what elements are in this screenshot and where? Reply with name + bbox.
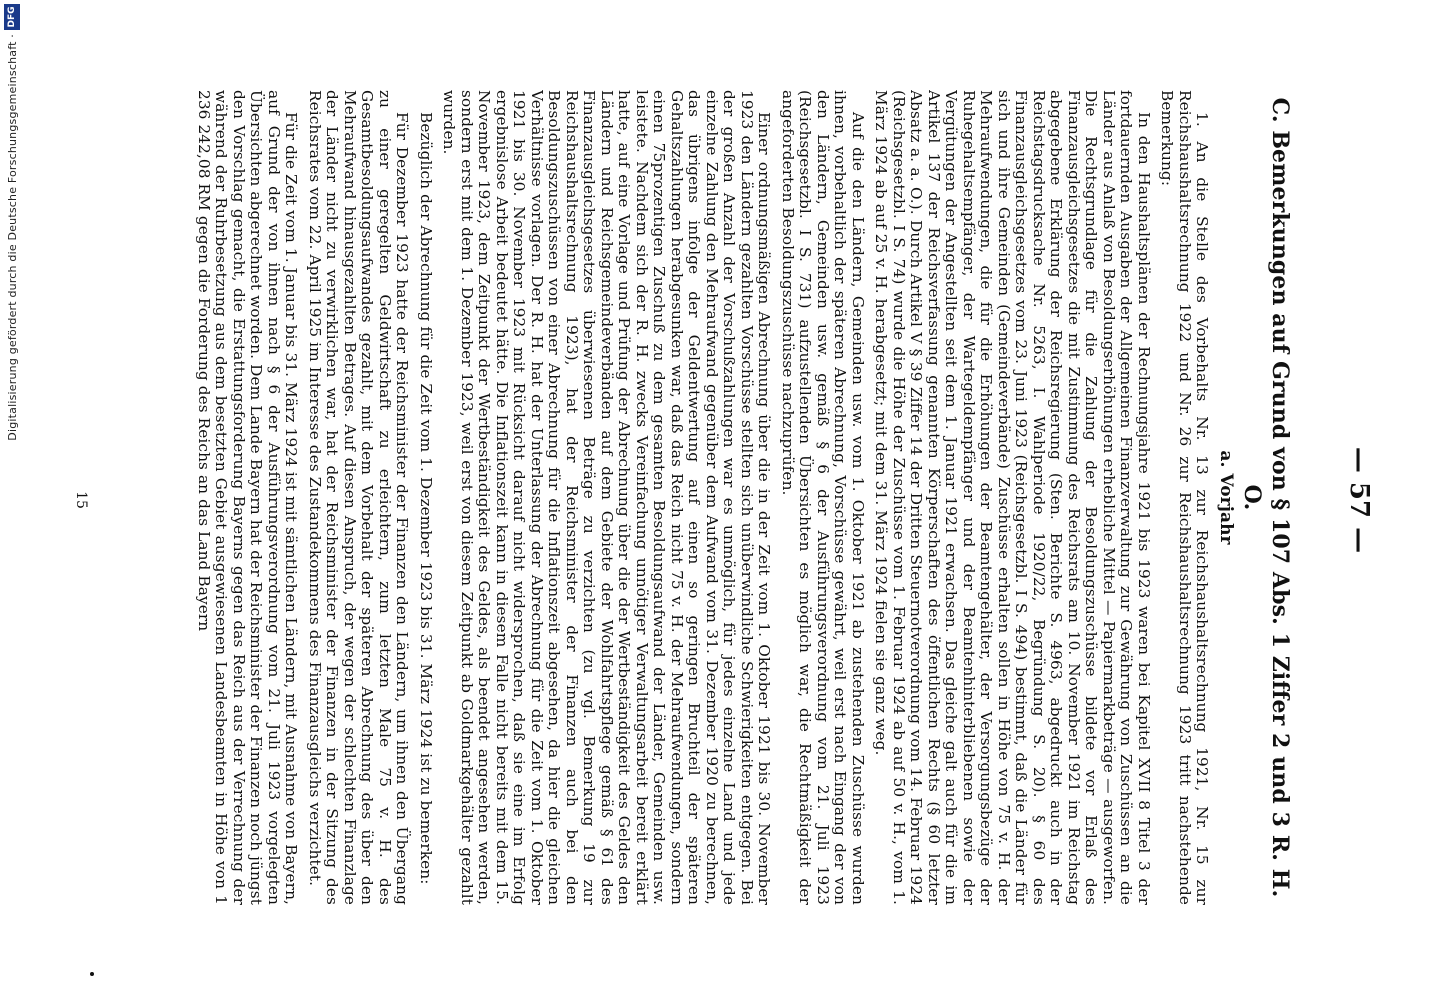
digitization-footer (0, 0, 26, 1000)
paragraph: Bezüglich der Abrechnung für die Zeit vom 1. Dezember 1923 bis 31. März 1924 ist zu bemerken: (417, 112, 435, 885)
paragraph: Für die Zeit vom 1. Januar bis 31. März 1924 ist mit sämtlichen Ländern, mit Ausnahme von Bayern, auf Grund der von ihnen nach § 6 der Ausführungsverordnung vom 21. Juli 1923 vorgelegten Übersichten abgerechnet worden. Dem Lande Bayern hat der Reichsminister der Finanzen noch jüngst den Vorschlag gemacht, die Erstattungsforderung Bayerns gegen das Reich aus der Verrechnung der während der Ruhrbesetzung aus dem besetzten Gebiet ausgewiesenen Landesbeamten in Höhe von 1 236 242,08 RM gegen die Forderung des Reichs an das Land Bayern (195, 90, 301, 905)
paragraph: Auf die den Ländern, Gemeinden usw. vom 1. Oktober 1921 ab zustehenden Zuschüsse wurden ihnen, vorbehaltlich der späteren Abrechnung, Vorschüsse gewährt, weil erst nach Eingang der von den Ländern, Gemeinden usw. gemäß § 6 der Ausführungsverordnung vom 21. Juli 1923 (Reichsgesetzbl. I S. 731) aufzustellenden Übersichten es möglich war, die Rechtmäßigkeit der angeforderten Besoldungszuschüsse nachzuprüfen. (779, 90, 867, 905)
sheet-number: 15 (73, 491, 89, 509)
paragraph: In den Haushaltsplänen der Rechnungsjahre 1921 bis 1923 waren bei Kapitel XVII 8 Titel 3 der fortdauernden Ausgaben der Allgemeinen Finanzverwaltung zur Gewährung von Zuschüssen an die Länder aus Anlaß von Besoldungserhöhungen erhebliche Mittel — Papiermarkbeträge — ausgeworfen. Die Rechtsgrundlage für die Zahlung der Besoldungszuschüsse bildete vor Erlaß des Finanzausgleichsgesetzes die mit Zustimmung des Reichsrats am 10. November 1921 im Reichstag abgegebene Erklärung der Reichsregierung (Sten. Berichte S. 4963, abgedruckt auch in der Reichstagsdrucksache Nr. 5263, I. Wahlperiode 1920/22, Begründung S. 20). § 60 des Finanzausgleichsgesetzes vom 23. Juni 1923 (Reichsgesetzbl. I S. 494) bestimmt, daß die Länder für sich und ihre Gemeinden (Gemeindeverbände) Zuschüsse erhalten sollen in Höhe von 75 v. H. der Mehraufwendungen, die für die Erhöhungen der Beamtengehälter, der Versorgungsbezüge der Ruhegehaltsempfänger, der Wartegeldempfänger und der Beamtenhinterbliebenen sowie der Vergütungen der Angestellten seit dem 1. Januar 1921 erwachsen. Das gleiche galt auch für die im Artikel 137 der Reichsverfassung genannten Körperschaften des öffentlichen Rechts (§ 60 letzter Absatz a. a. O.). Durch Artikel V § 39 Ziffer 14 der Dritten Steuernotverordnung vom 14. Februar 1924 (Reichsgesetzbl. I S. 74) wurde die Höhe der Zuschüsse vom 1. Februar 1924 ab auf 50 v. H., vom 1. März 1924 ab auf 25 v. H. herabgesetzt; mit dem 31. März 1924 fielen sie ganz weg. (872, 90, 1153, 905)
footer-text: Digitalisierung gefördert durch die Deutsche Forschungsgemeinschaft · (6, 34, 19, 441)
page-content (114, 90, 1294, 905)
dfg-logo: DFG (4, 4, 20, 30)
subsection-title: a. Vorjahr (1216, 450, 1236, 545)
section-title: C. Bemerkungen auf Grund von § 107 Abs. 1 Ziffer 2 und 3 R. H. O. (1239, 97, 1293, 898)
footer-rotated (0, 0, 26, 1000)
paragraph: Einer ordnungsmäßigen Abrechnung über die in der Zeit vom 1. Oktober 1921 bis 30. November 1923 den Ländern gezahlten Vorschüsse stellten sich unüberwindliche Schwierigkeiten entgegen. Bei der großen Anzahl der Vorschußzahlungen war es unmöglich, für jedes einzelne Land und jede einzelne Zahlung den Mehraufwand gegenüber dem Aufwand vom 31. Dezember 1920 zu berechnen, das übrigens infolge der Geldentwertung auf einen so geringen Bruchteil der späteren Gehaltszahlungen herabgesunken war, daß das Reich nicht 75 v. H. der Mehraufwendungen, sondern einen 75prozentigen Zuschuß zu dem gesamten Besoldungsaufwand der Länder, Gemeinden usw. leistete. Nachdem sich der R. H. zwecks Vereinfachung unnötiger Verwaltungsarbeit bereit erklärt hatte, auf eine Vorlage und Prüfung der Abrechnung über die der Wertbeständigkeit des Geldes den Ländern und Reichsgemeindeverbänden auf dem Gebiete der Wohlfahrtspflege gemäß § 61 des Finanzausgleichsgesetzes überwiesenen Beträge zu verzichten (zu vgl. Bemerkung 19 zur Reichshaushaltsrechnung 1923), hat der Reichsminister der Finanzen auch bei den Besoldungszuschüssen von einer Abrechnung für die Inflationszeit abgesehen, da hier die gleichen Verhältnisse vorlagen. Der R. H. hat der Unterlassung der Abrechnung für die Zeit vom 1. Oktober 1921 bis 30. November 1923 mit Rücksicht darauf nicht widersprochen, daß sie eine im Erfolg ergebnislose Arbeit bedeutet hätte. Die Inflationszeit kann in diesem Falle nicht bereits mit dem 15. November 1923, dem Zeitpunkt der Wertbeständigkeit des Geldes, als beendet angesehen werden, sondern erst mit dem 1. Dezember 1923, weil erst von diesem Zeitpunkt ab Goldmarkgehälter gezahlt wurden. (440, 90, 774, 905)
ink-dot (90, 972, 94, 976)
page-number: — 57 — (1344, 446, 1374, 554)
paragraph: Für Dezember 1923 hatte der Reichsminister der Finanzen den Ländern, um ihnen den Übergang zu einer geregelten Geldwirtschaft zu erleichtern, zum letzten Male 75 v. H. des Gesamtbesoldungsaufwandes gezahlt, mit dem Vorbehalt der späteren Abrechnung des über den Mehraufwand hinausgezahlten Betrages. Auf diesen Anspruch, der wegen der schlechten Finanzlage der Länder nicht zu verwirklichen war, hat der Reichsminister der Finanzen in der Sitzung des Reichsrates vom 22. April 1925 im Interesse des Zustandekommens des Finanzausgleichs verzichtet. (306, 90, 412, 905)
paragraph: 1. An die Stelle des Vorbehalts Nr. 13 zur Reichshaushaltsrechnung 1921, Nr. 15 zur Reichshaushaltsrechnung 1922 und Nr. 26 zur Reichshaushaltsrechnung 1923 tritt nachstehende Bemerkung: (1158, 90, 1212, 905)
